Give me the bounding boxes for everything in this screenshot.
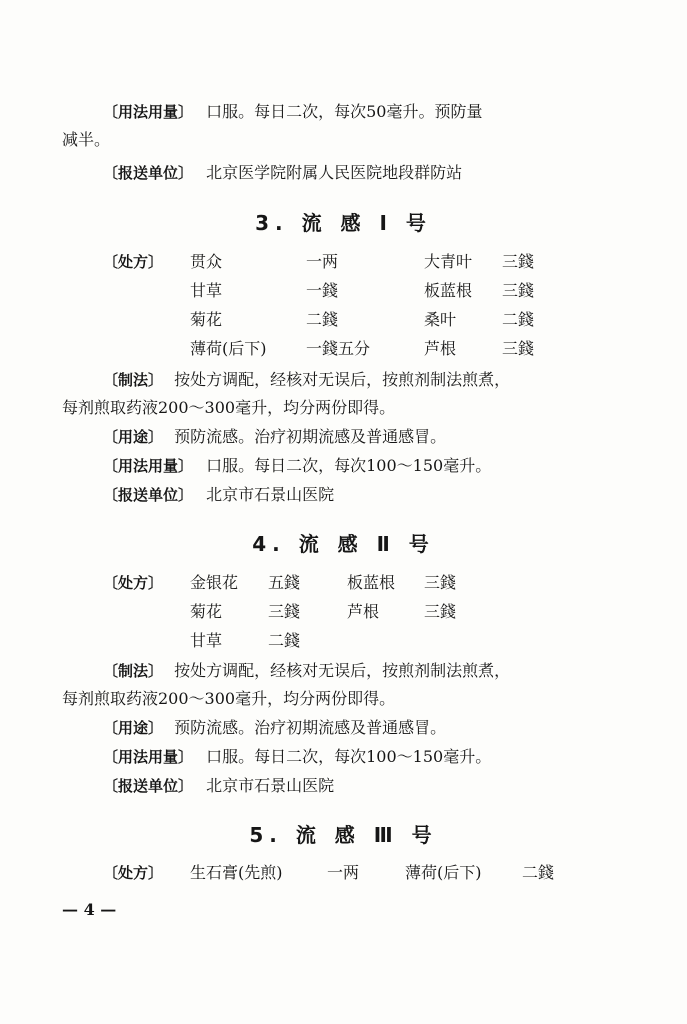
s3-qty: 三錢 — [502, 281, 535, 300]
s4-herb: 金银花 — [190, 573, 239, 592]
s3-unit-line — [103, 484, 334, 506]
s4-herb: 芦根 — [347, 602, 380, 621]
s4-qty: 二錢 — [268, 631, 301, 650]
page-number: — 4 — — [62, 900, 117, 919]
usage-cont: 减半。 — [62, 130, 111, 149]
s4-herb: 板蓝根 — [347, 573, 396, 592]
usage-text: 口服。每日二次，每次50毫升。预防量 — [206, 102, 483, 121]
unit-text: 北京医学院附属人民医院地段群防站 — [206, 163, 463, 182]
s4-qty: 三錢 — [268, 602, 301, 621]
s5-rx-label: 〔处方〕 — [103, 864, 164, 882]
s4-use-text: 预防流感。治疗初期流感及普通感冒。 — [174, 718, 447, 737]
s4-use-label: 〔用途〕 — [103, 719, 164, 737]
s3-herb: 桑叶 — [424, 310, 457, 329]
s3-dose-label: 〔用法用量〕 — [103, 457, 194, 475]
section-5-title: 5. 流 感 Ⅲ 号 — [249, 823, 438, 847]
unit-label: 〔报送单位〕 — [103, 164, 194, 182]
s3-qty: 三錢 — [502, 339, 535, 358]
s3-method-cont: 每剂煎取药液200～300毫升，均分两份即得。 — [62, 398, 396, 417]
s4-herb: 菊花 — [190, 602, 223, 621]
s3-herb: 甘草 — [190, 281, 223, 300]
s4-method-cont: 每剂煎取药液200～300毫升，均分两份即得。 — [62, 689, 396, 708]
s4-method-label: 〔制法〕 — [103, 662, 164, 680]
s5-qty: 一两 — [327, 863, 360, 882]
s3-unit-label: 〔报送单位〕 — [103, 486, 194, 504]
s3-method-line — [103, 369, 510, 391]
section-4-title: 4. 流 感 Ⅱ 号 — [252, 532, 435, 556]
s3-rx-label: 〔处方〕 — [103, 253, 164, 271]
section-3-title: 3. 流 感 Ⅰ 号 — [255, 211, 432, 235]
s3-herb: 薄荷(后下) — [190, 339, 267, 358]
s3-herb: 芦根 — [424, 339, 457, 358]
s3-qty: 一两 — [306, 252, 339, 271]
s4-dose-text: 口服。每日二次，每次100～150毫升。 — [206, 747, 492, 766]
s4-unit-line — [103, 775, 334, 797]
s3-unit-text: 北京市石景山医院 — [206, 485, 335, 504]
s4-rx-label: 〔处方〕 — [103, 574, 164, 592]
usage-label: 〔用法用量〕 — [103, 103, 194, 121]
s5-herb: 薄荷(后下) — [405, 863, 482, 882]
s3-use-label: 〔用途〕 — [103, 428, 164, 446]
s3-dose-text: 口服。每日二次，每次100～150毫升。 — [206, 456, 492, 475]
s4-qty: 三錢 — [424, 573, 457, 592]
s3-herb: 大青叶 — [424, 252, 473, 271]
s4-qty: 五錢 — [268, 573, 301, 592]
unit-line — [103, 162, 462, 184]
s4-unit-label: 〔报送单位〕 — [103, 777, 194, 795]
s5-qty: 二錢 — [522, 863, 555, 882]
s3-herb: 板蓝根 — [424, 281, 473, 300]
s4-qty: 三錢 — [424, 602, 457, 621]
s4-dose-label: 〔用法用量〕 — [103, 748, 194, 766]
s4-method-text: 按处方调配，经核对无误后，按煎剂制法煎煮， — [174, 661, 511, 680]
s3-method-text: 按处方调配，经核对无误后，按煎剂制法煎煮， — [174, 370, 511, 389]
usage-line — [103, 101, 482, 123]
s3-qty: 一錢五分 — [306, 339, 371, 358]
s3-qty: 三錢 — [502, 252, 535, 271]
s5-herb: 生石膏(先煎) — [190, 863, 283, 882]
s3-use-text: 预防流感。治疗初期流感及普通感冒。 — [174, 427, 447, 446]
s4-method-line — [103, 660, 510, 682]
s3-use-line — [103, 426, 446, 448]
s3-qty: 二錢 — [502, 310, 535, 329]
s3-herb: 贯众 — [190, 252, 223, 271]
s3-method-label: 〔制法〕 — [103, 371, 164, 389]
s3-qty: 二錢 — [306, 310, 339, 329]
s3-qty: 一錢 — [306, 281, 339, 300]
s4-dose-line — [103, 746, 491, 768]
s3-herb: 菊花 — [190, 310, 223, 329]
s3-dose-line — [103, 455, 491, 477]
s4-use-line — [103, 717, 446, 739]
s4-herb: 甘草 — [190, 631, 223, 650]
s4-unit-text: 北京市石景山医院 — [206, 776, 335, 795]
